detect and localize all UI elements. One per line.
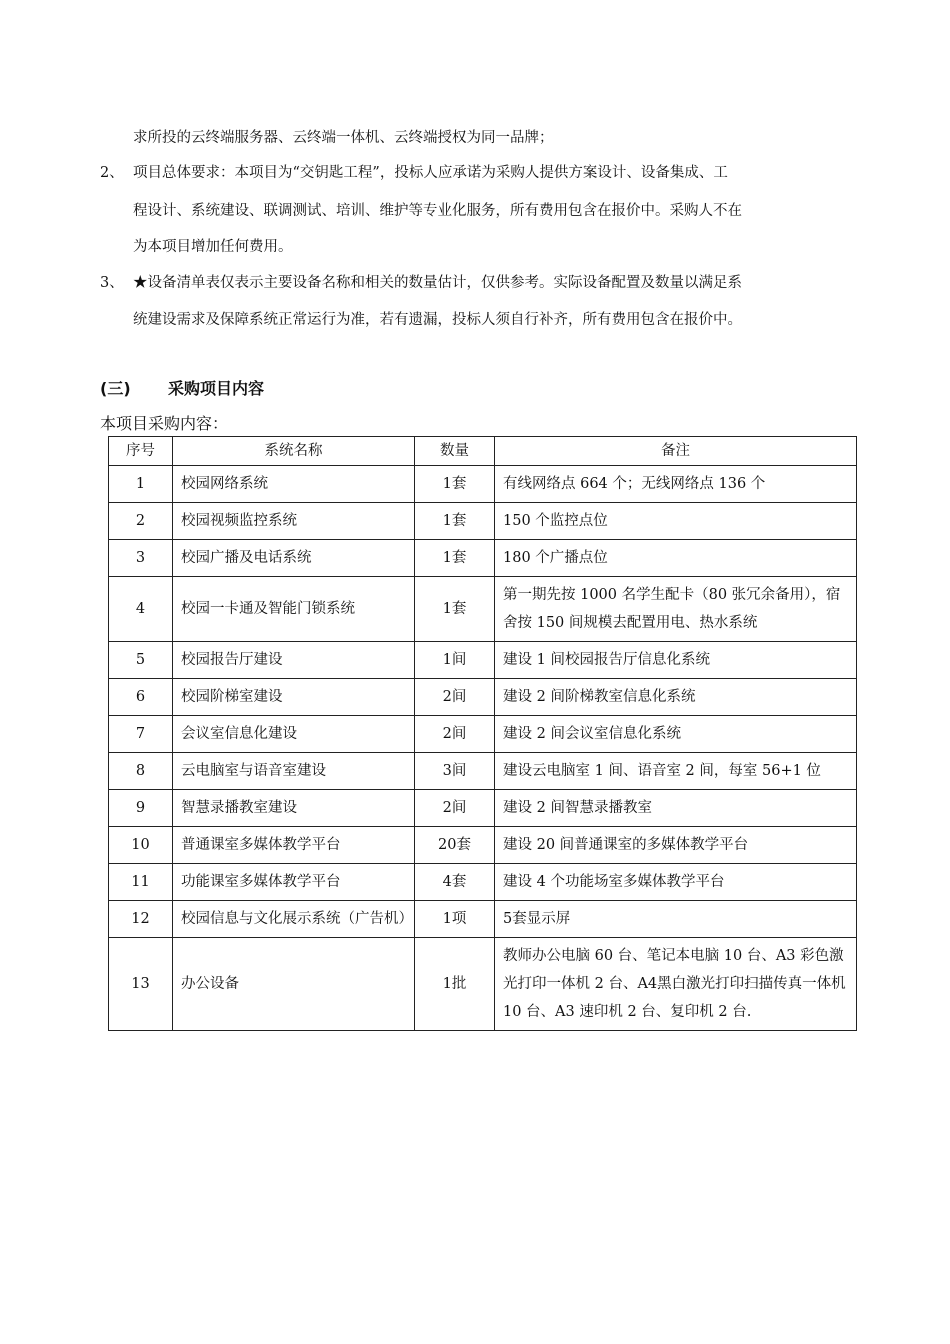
row-quantity: 1套 (415, 466, 495, 503)
row-system-name: 校园网络系统 (173, 466, 415, 503)
row-quantity: 1批 (415, 938, 495, 1031)
row-number: 6 (109, 679, 173, 716)
row-number: 4 (109, 577, 173, 642)
item-3-line-2: 统建设需求及保障系统正常运行为准，若有遗漏，投标人须自行补齐，所有费用包含在报价中。 (133, 312, 742, 328)
table-row (109, 466, 857, 503)
header-system-name: 系统名称 (173, 437, 415, 466)
row-system-name: 校园报告厅建设 (173, 642, 415, 679)
row-system-name: 云电脑室与语音室建设 (173, 753, 415, 790)
row-system-name: 智慧录播教室建设 (173, 790, 415, 827)
table-header-row (109, 437, 857, 466)
item-2-number: 2、 (100, 165, 124, 181)
table-row (109, 864, 857, 901)
row-system-name: 办公设备 (173, 938, 415, 1031)
row-quantity: 2间 (415, 790, 495, 827)
table-row (109, 540, 857, 577)
table-row (109, 827, 857, 864)
row-number: 3 (109, 540, 173, 577)
row-system-name: 普通课室多媒体教学平台 (173, 827, 415, 864)
row-number: 8 (109, 753, 173, 790)
table-row (109, 901, 857, 938)
item-3-line-1: ★设备清单表仅表示主要设备名称和相关的数量估计，仅供参考。实际设备配置及数量以满足系 (133, 275, 742, 291)
table-row (109, 577, 857, 642)
row-system-name: 校园信息与文化展示系统（广告机） (173, 901, 415, 938)
table-row (109, 790, 857, 827)
row-number: 7 (109, 716, 173, 753)
procurement-table (108, 436, 857, 1031)
row-system-name: 功能课室多媒体教学平台 (173, 864, 415, 901)
row-quantity: 1间 (415, 642, 495, 679)
item-3-number: 3、 (100, 275, 124, 291)
table-row (109, 716, 857, 753)
section-number: (三) (100, 379, 131, 398)
row-remarks: 第一期先按 1000 名学生配卡（80 张冗余备用），宿舍按 150 间规模去配置用电、热水系统 (495, 577, 857, 642)
row-remarks: 建设 2 间智慧录播教室 (495, 790, 857, 827)
header-no: 序号 (109, 437, 173, 466)
row-system-name: 校园视频监控系统 (173, 503, 415, 540)
row-number: 5 (109, 642, 173, 679)
table-row (109, 753, 857, 790)
row-remarks: 教师办公电脑 60 台、笔记本电脑 10 台、A3 彩色激光打印一体机 2 台、A4黑白激光打印扫描传真一体机 10 台、A3 速印机 2 台、复印机 2 台. (495, 938, 857, 1031)
row-quantity: 1套 (415, 577, 495, 642)
item-2-line-1: 项目总体要求：本项目为“交钥匙工程”，投标人应承诺为采购人提供方案设计、设备集成、工 (133, 165, 728, 181)
row-quantity: 2间 (415, 716, 495, 753)
row-system-name: 会议室信息化建设 (173, 716, 415, 753)
row-remarks: 建设 1 间校园报告厅信息化系统 (495, 642, 857, 679)
table-row (109, 938, 857, 1031)
row-number: 9 (109, 790, 173, 827)
table-row (109, 642, 857, 679)
table-row (109, 679, 857, 716)
table-row (109, 503, 857, 540)
row-number: 1 (109, 466, 173, 503)
row-quantity: 20套 (415, 827, 495, 864)
row-system-name: 校园阶梯室建设 (173, 679, 415, 716)
row-quantity: 2间 (415, 679, 495, 716)
section-heading (100, 378, 264, 400)
paragraph-1-continuation: 求所投的云终端服务器、云终端一体机、云终端授权为同一品牌； (133, 130, 554, 146)
row-quantity: 4套 (415, 864, 495, 901)
row-remarks: 建设 4 个功能场室多媒体教学平台 (495, 864, 857, 901)
row-remarks: 建设 2 间会议室信息化系统 (495, 716, 857, 753)
header-quantity: 数量 (415, 437, 495, 466)
row-remarks: 180 个广播点位 (495, 540, 857, 577)
row-remarks: 建设 20 间普通课室的多媒体教学平台 (495, 827, 857, 864)
row-number: 2 (109, 503, 173, 540)
row-number: 13 (109, 938, 173, 1031)
row-remarks: 5套显示屏 (495, 901, 857, 938)
row-system-name: 校园广播及电话系统 (173, 540, 415, 577)
row-remarks: 建设云电脑室 1 间、语音室 2 间，每室 56+1 位 (495, 753, 857, 790)
row-remarks: 150 个监控点位 (495, 503, 857, 540)
row-quantity: 1套 (415, 540, 495, 577)
row-remarks: 建设 2 间阶梯教室信息化系统 (495, 679, 857, 716)
item-2-line-2: 程设计、系统建设、联调测试、培训、维护等专业化服务，所有费用包含在报价中。采购人不在 (133, 203, 742, 219)
header-remarks: 备注 (495, 437, 857, 466)
row-remarks: 有线网络点 664 个；无线网络点 136 个 (495, 466, 857, 503)
row-system-name: 校园一卡通及智能门锁系统 (173, 577, 415, 642)
section-title: 采购项目内容 (168, 379, 265, 398)
row-number: 10 (109, 827, 173, 864)
row-quantity: 1项 (415, 901, 495, 938)
row-number: 11 (109, 864, 173, 901)
row-quantity: 3间 (415, 753, 495, 790)
row-number: 12 (109, 901, 173, 938)
item-2-line-3: 为本项目增加任何费用。 (133, 239, 293, 255)
table-intro: 本项目采购内容： (100, 414, 229, 433)
row-quantity: 1套 (415, 503, 495, 540)
